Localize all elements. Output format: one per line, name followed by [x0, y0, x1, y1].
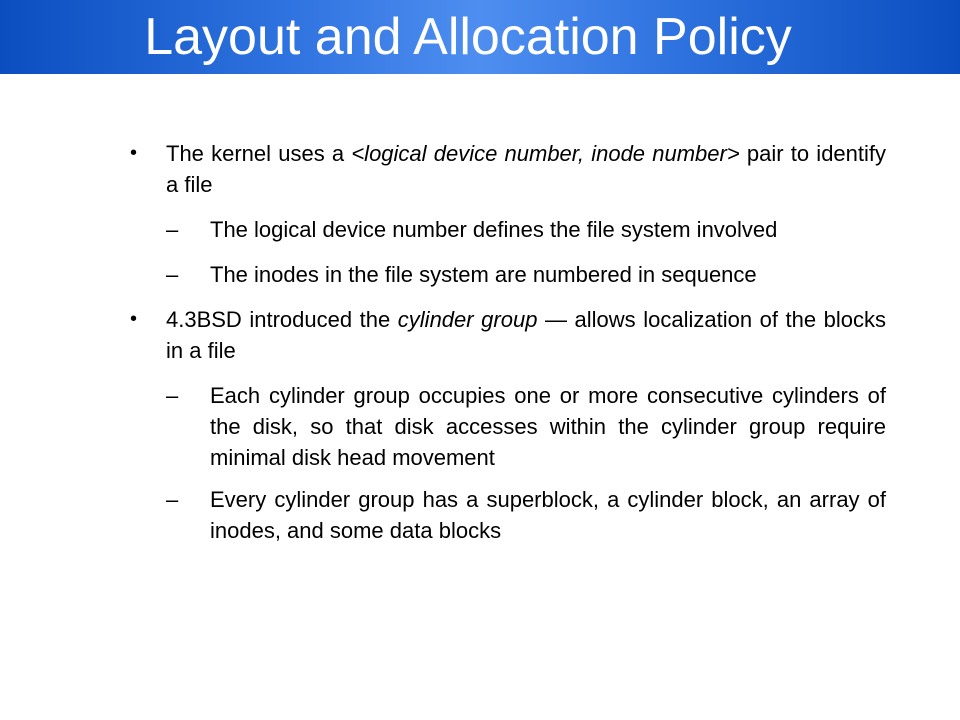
bullet-text-post: — allows localization of the blocks in a file	[166, 307, 887, 363]
bullet-text-pre: The kernel uses a	[166, 141, 352, 166]
bullet-kernel-pair	[130, 138, 886, 200]
sub-bullet-marker: –	[166, 262, 179, 287]
sub-bullet-text: The logical device number defines the file system involved	[210, 217, 778, 242]
sub-bullet-text: Every cylinder group has a superblock, a cylinder block, an array of inodes, and some data blocks	[210, 487, 886, 543]
bullet-text-pre: 4.3BSD introduced the	[166, 307, 398, 332]
bullet-cylinder-group	[130, 304, 886, 366]
sub-bullet-consecutive-cylinders	[166, 380, 886, 473]
sub-bullet-superblock	[166, 484, 886, 546]
sub-bullet-text: Each cylinder group occupies one or more consecutive cylinders of the disk, so that disk accesses within the cylinder group require minimal disk head movement	[210, 383, 886, 470]
bullet-marker: •	[130, 142, 138, 164]
sub-bullet-text: The inodes in the file system are numbered in sequence	[210, 262, 757, 287]
bullet-text	[166, 138, 886, 200]
bullet-text-post: pair to identify a file	[166, 141, 887, 197]
bullet-text-italic: <logical device number, inode number>	[351, 141, 740, 166]
slide-title: Layout and Allocation Policy	[144, 8, 792, 66]
sub-bullet-marker: –	[166, 217, 179, 242]
bullet-text	[166, 304, 886, 366]
title-bar	[0, 0, 960, 74]
bullet-marker: •	[130, 308, 138, 330]
sub-bullet-inodes-sequence	[166, 259, 886, 290]
sub-bullet-marker: –	[166, 487, 179, 512]
sub-bullet-marker: –	[166, 383, 179, 408]
sub-bullet-logical-device	[166, 214, 886, 245]
bullet-text-italic: cylinder group	[397, 307, 538, 332]
slide-content	[130, 138, 886, 560]
